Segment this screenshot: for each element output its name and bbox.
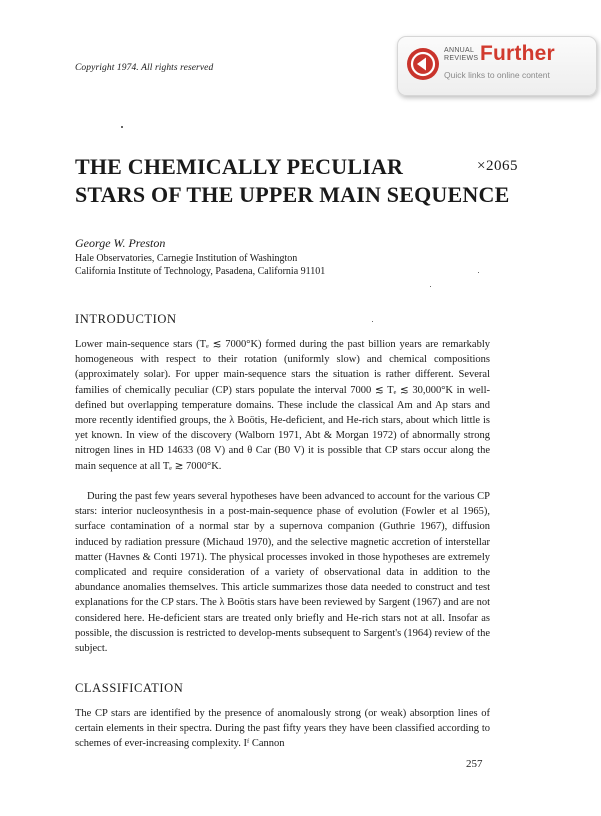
introduction-paragraph-2: During the past few years several hypotheses have been advanced to account for the various CP stars: interior nucleosynthesis in a post-main-sequence phase of evolution (Fowler et al 1965), surface contamination of a normal star by a supernova companion (Guthrie 1967), diffusion induced by radiation pressure (Michaud 1970), and the selective magnetic accretion of interstellar matter (Havnes & Conti 1971). The physical processes invoked in those hypotheses are extremely complicated and require consideration of a variety of observational data in addition to the abundance anomalies themselves. This article summarizes those data needed to construct and test explanations for the CP stars. The λ Boötis stars have been reviewed by Sargent (1967) and are not considered here. He-deficient stars are treated only briefly and He-rich stars not at all. Insofar as possible, the discussion is restricted to develop-ments subsequent to Sargent's (1964) review of the subject. (75, 491, 490, 655)
scan-speck (430, 286, 431, 287)
introduction-paragraph-1: Lower main-sequence stars (Tₑ ≲ 7000°K) formed during the past billion years are remarkably homogeneous with respect to their rotation (uniformly slow) and chemical compositions (approximately solar). For upper main-sequence stars the situation is rather different. Several families of chemically peculiar (CP) stars populate the interval 7000 ≲ Tₑ ≲ 30,000°K in well-defined but overlapping temperature domains. These include the classical Am and Ap stars and more recently identified groups, the λ Boötis, He-deficient, and He-rich stars, about which little is yet known. In view of the discovery (Walborn 1971, Abt & Morgan 1972) of abnormally strong nitrogen lines in HD 14633 (08 V) and θ Car (B0 V) it is possible that CP stars occur along the main sequence at all Tₑ ≳ 7000°K. (75, 339, 490, 472)
classification-paragraph-1: The CP stars are identified by the presence of anomalously strong (or weak) absorption lines of certain elements in their spectra. During the past fifty years they have been classified according to schemes of ever-increasing complexity. Iᶠ Cannon (75, 708, 490, 750)
page-number: 257 (466, 758, 483, 770)
badge-tagline[interactable]: Quick links to online content (444, 70, 550, 80)
badge-annual-text: ANNUAL (444, 47, 475, 54)
scan-speck (121, 126, 123, 128)
title-line-2: STARS OF THE UPPER MAIN SEQUENCE (75, 182, 510, 207)
annual-reviews-further-badge[interactable] (397, 36, 597, 96)
badge-reviews-text: REVIEWS (444, 55, 479, 62)
badge-brand: Further (480, 42, 555, 65)
scan-speck (372, 321, 373, 322)
play-arrow-icon (407, 48, 439, 80)
reference-marker: ×2065 (477, 158, 518, 174)
copyright-notice: Copyright 1974. All rights reserved (75, 63, 214, 73)
badge-publisher (444, 47, 478, 63)
author-name: George W. Preston (75, 236, 166, 250)
title-line-1: THE CHEMICALLY PECULIAR (75, 154, 404, 179)
scan-speck (478, 272, 479, 273)
section-heading-introduction: INTRODUCTION (75, 312, 177, 326)
author-affiliation-1: Hale Observatories, Carnegie Institution of Washington (75, 253, 298, 264)
section-heading-classification: CLASSIFICATION (75, 681, 184, 695)
author-affiliation-2: California Institute of Technology, Pasadena, California 91101 (75, 266, 326, 277)
article-title (75, 153, 509, 209)
